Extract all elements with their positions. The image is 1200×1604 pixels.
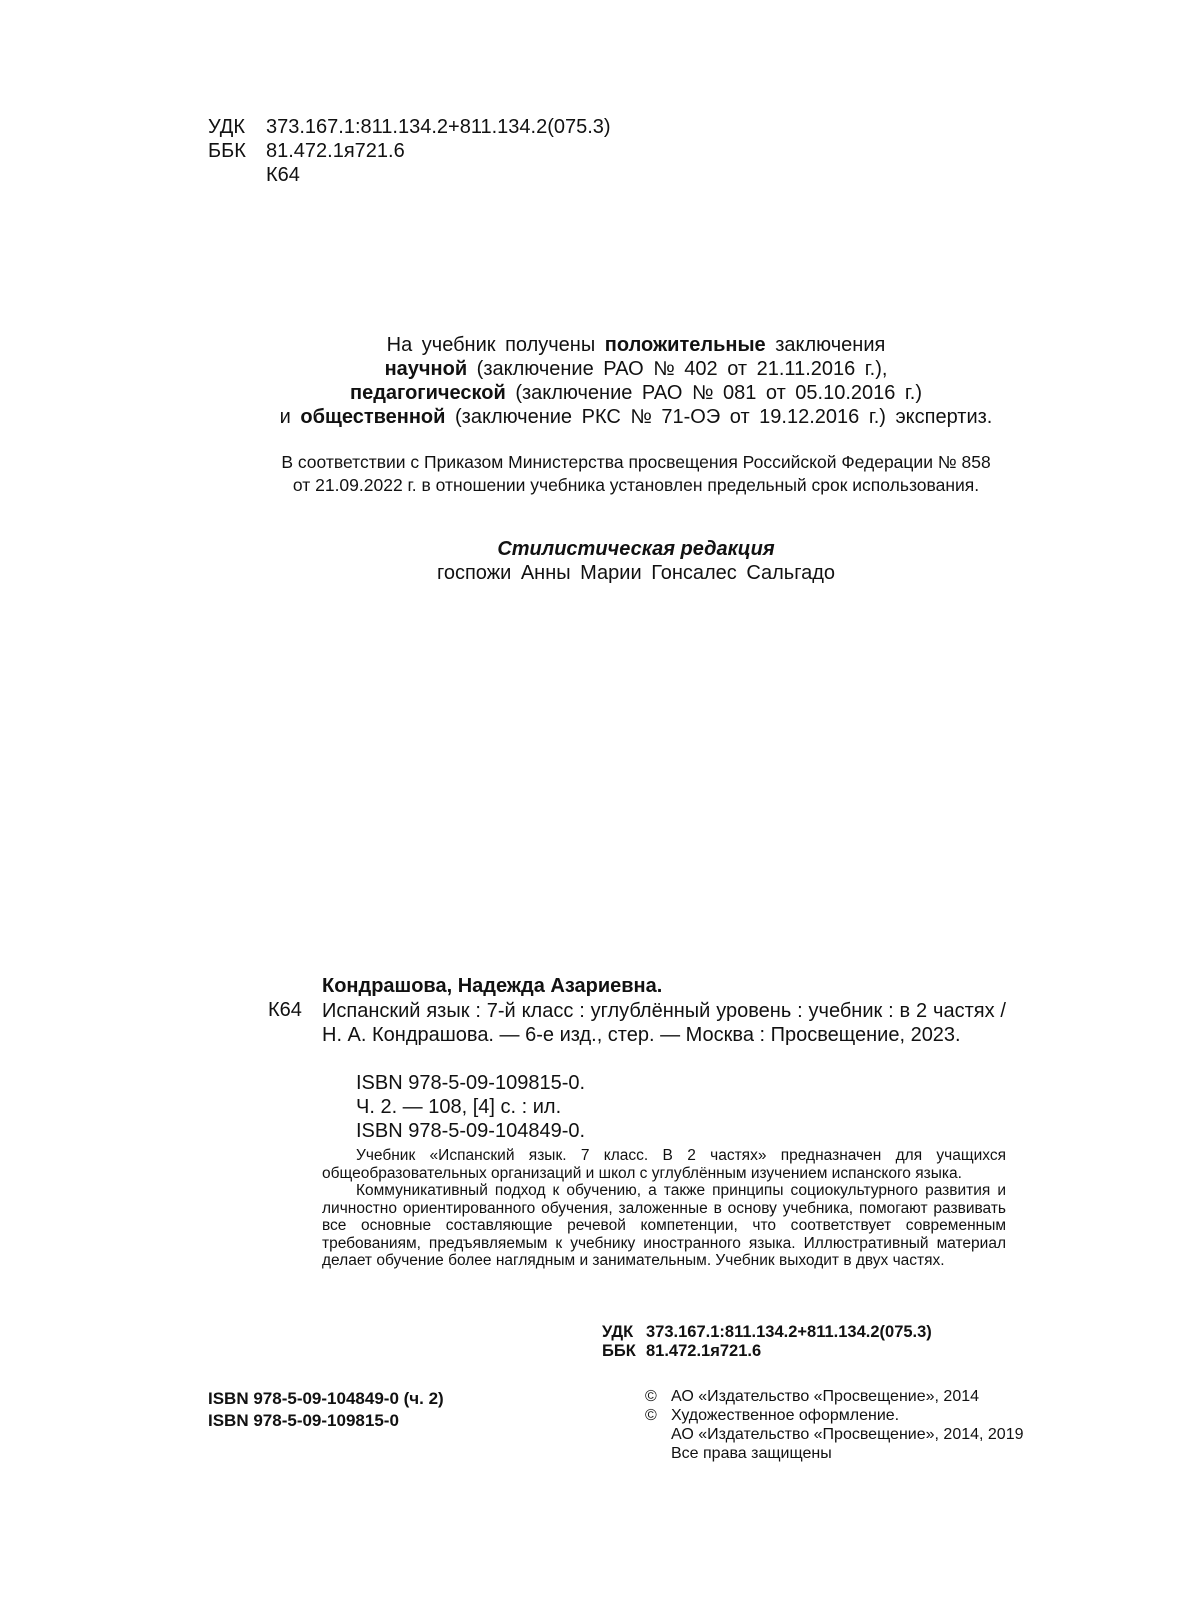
expertise-line-4: и общественной (заключение РКС № 71-ОЭ от 19.12.2016 г.) экспертиз. xyxy=(279,406,993,428)
copyright-line-3: АО «Издательство «Просвещение», 2014, 2019 xyxy=(671,1426,1024,1443)
expertise-line-1: На учебник получены положительные заключения xyxy=(386,334,886,356)
udk-value: 373.167.1:811.134.2+811.134.2(075.3) xyxy=(266,116,611,138)
isbn-block xyxy=(208,1388,444,1432)
stylistic-editor: госпожи Анны Марии Гонсалес Сальгадо xyxy=(437,562,835,584)
bbk-row xyxy=(208,139,405,164)
card-part: Ч. 2. — 108, [4] с. : ил. xyxy=(356,1096,562,1118)
copyright-icon: © xyxy=(645,1407,657,1424)
order-notice: В соответствии с Приказом Министерства просвещения Российской Федерации № 858 от 21.09.2022 г. в отношении учебника установлен предельный срок использования. xyxy=(281,452,991,495)
udk-row xyxy=(208,115,611,140)
expertise-line-2: научной (заключение РАО № 402 от 21.11.2016 г.), xyxy=(384,358,888,380)
udk-label: УДК xyxy=(208,116,246,138)
stylistic-title: Стилистическая редакция xyxy=(497,538,775,560)
bbk-label: ББК xyxy=(208,140,246,162)
card-isbn-set: ISBN 978-5-09-109815-0. xyxy=(356,1072,586,1094)
expertise-block xyxy=(200,333,1072,429)
copyright-line-1: © АО «Издательство «Просвещение», 2014 xyxy=(645,1388,980,1405)
card-code: К64 xyxy=(268,999,302,1021)
copyright-icon: © xyxy=(645,1388,657,1405)
bbk-value: 81.472.1я721.6 xyxy=(266,140,405,162)
card-description: Испанский язык : 7-й класс : углублённый уровень : учебник : в 2 частях / Н. А. Кондрашова. — 6-е изд., стер. — Москва : Просвещение, 2023. xyxy=(322,1000,1006,1046)
annotation-paragraph-1: Учебник «Испанский язык. 7 класс. В 2 частях» предназначен для учащихся общеобразовательных организаций и школ с углублённым изучением испанского языка. xyxy=(322,1147,1006,1182)
card-author: Кондрашова, Надежда Азариевна. xyxy=(322,975,663,997)
author-mark: К64 xyxy=(266,164,300,186)
copyright-line-2: © Художественное оформление. xyxy=(645,1407,900,1424)
copyright-block xyxy=(645,1387,1024,1463)
card-classification: УДК 373.167.1:811.134.2+811.134.2(075.3) ББК 81.472.1я721.6 xyxy=(602,1323,932,1360)
copyright-line-4: Все права защищены xyxy=(671,1445,832,1462)
isbn-line-2: ISBN 978-5-09-109815-0 xyxy=(208,1411,399,1430)
card-annotation xyxy=(322,1147,1006,1270)
isbn-line-1: ISBN 978-5-09-104849-0 (ч. 2) xyxy=(208,1389,444,1408)
card-isbn-part: ISBN 978-5-09-104849-0. xyxy=(356,1120,586,1142)
expertise-line-3: педагогической (заключение РАО № 081 от 05.10.2016 г.) xyxy=(349,382,923,404)
annotation-paragraph-2: Коммуникативный подход к обучению, а также принципы социокультурного развития и личностно ориентированного обучения, заложенные в основу учебника, помогают развивать все основные составляющие речевой компетенции, что соответствует современным требованиям, предъявляемым к учебнику иностранного языка. Иллюстративный материал делает обучение более наглядным и занимательным. Учебник выходит в двух частях. xyxy=(322,1182,1006,1269)
